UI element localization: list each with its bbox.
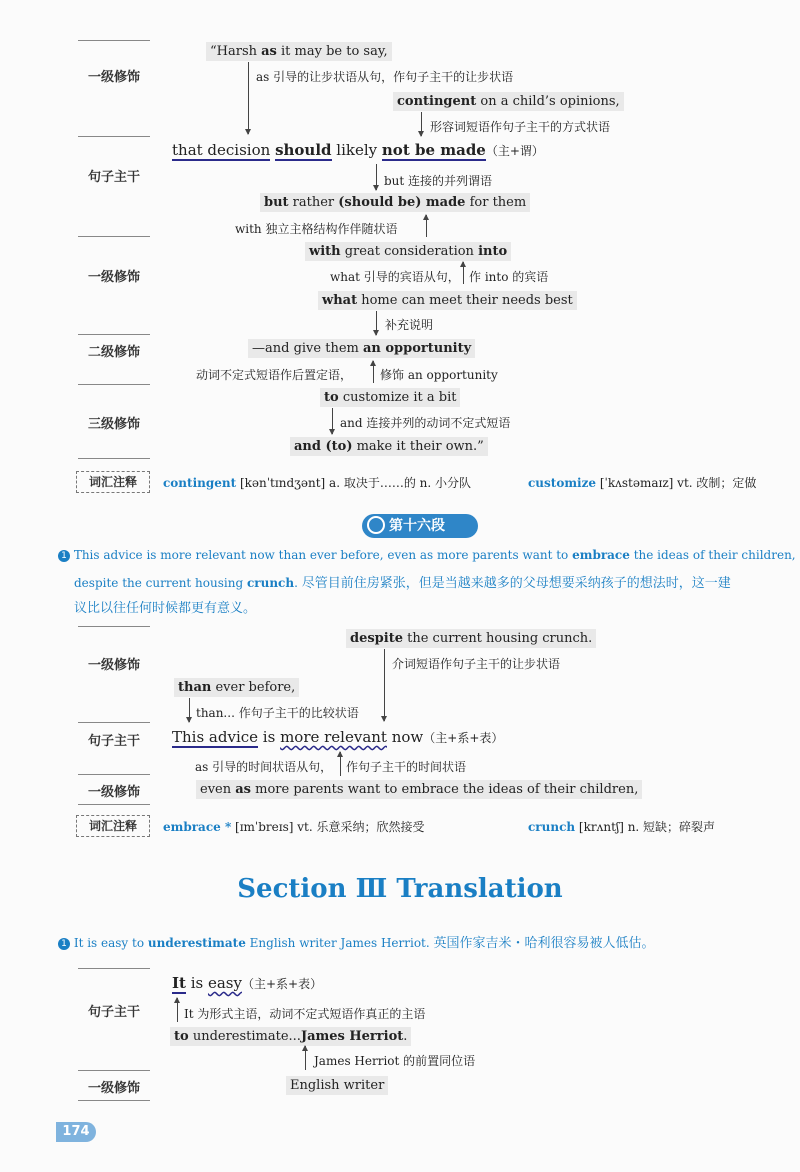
level-label: 一级修饰 <box>87 1081 140 1096</box>
paragraph-line: 议比以往任何时候都更有意义。 <box>74 601 257 616</box>
level-label: 一级修饰 <box>87 785 140 800</box>
divider <box>78 136 150 137</box>
level-label: 一级修饰 <box>87 658 140 673</box>
grammar-note: 形容词短语作句子主干的方式状语 <box>430 120 611 134</box>
arrow-down-icon <box>376 311 377 335</box>
analysis-line: but rather (should be) made for them <box>260 193 530 212</box>
divider <box>78 804 150 805</box>
grammar-note: 动词不定式短语作后置定语， <box>196 368 353 382</box>
paragraph-line: 1 It is easy to underestimate English writer James Herriot. 英国作家吉米・哈利很容易被人低估。 <box>58 932 655 951</box>
divider <box>78 1070 150 1071</box>
analysis-line: than ever before, <box>174 678 299 697</box>
vocab-entry: crunch [krʌntʃ] n. 短缺；碎裂声 <box>528 820 716 834</box>
grammar-note: 介词短语作句子主干的让步状语 <box>392 657 561 671</box>
arrow-down-icon <box>421 112 422 136</box>
analysis-line: contingent on a child’s opinions, <box>393 92 624 111</box>
vocab-entry: customize [ˈkʌstəmaɪz] vt. 改制；定做 <box>528 476 757 490</box>
grammar-note: as 引导的时间状语从句， <box>195 760 333 774</box>
analysis-line: and (to) make it their own.” <box>290 437 488 456</box>
grammar-note: than... 作句子主干的比较状语 <box>196 706 359 720</box>
grammar-note: with 独立主格结构作伴随状语 <box>235 222 398 236</box>
grammar-note: 作 into 的宾语 <box>469 270 549 284</box>
arrow-up-icon <box>305 1046 306 1070</box>
arrow-down-icon <box>384 649 385 721</box>
arrow-up-icon <box>426 215 427 237</box>
section-badge: 第十六段 <box>362 514 478 538</box>
divider <box>78 384 150 385</box>
level-label: 一级修饰 <box>87 70 140 85</box>
arrow-up-icon <box>373 361 374 383</box>
grammar-note: and 连接并列的动词不定式短语 <box>340 416 511 430</box>
divider <box>78 722 150 723</box>
arrow-down-icon <box>376 164 377 190</box>
arrow-up-icon <box>340 752 341 776</box>
analysis-line: even as more parents want to embrace the ideas of their children, <box>196 780 642 799</box>
grammar-note: but 连接的并列谓语 <box>384 174 493 188</box>
divider <box>78 626 150 627</box>
main-clause: It is easy（主+系+表） <box>172 974 323 992</box>
analysis-line: to underestimate...James Herriot. <box>170 1027 411 1046</box>
grammar-note: 作句子主干的时间状语 <box>346 760 467 774</box>
vocab-label: 词汇注释 <box>76 471 150 493</box>
paragraph-line: despite the current housing crunch. 尽管目前住房紧张，但是当越来越多的父母想要采纳孩子的想法时，这一建 <box>74 576 731 591</box>
level-label: 二级修饰 <box>87 345 140 360</box>
arrow-down-icon <box>189 698 190 722</box>
divider <box>78 1100 150 1101</box>
main-clause: This advice is more relevant now（主+系+表） <box>172 728 504 746</box>
analysis-line: with great consideration into <box>305 242 511 261</box>
grammar-note: James Herriot 的前置同位语 <box>314 1054 476 1068</box>
analysis-line: —and give them an opportunity <box>248 339 475 358</box>
search-icon <box>367 516 385 534</box>
grammar-note: 修饰 an opportunity <box>380 368 498 382</box>
divider <box>78 968 150 969</box>
divider <box>78 458 150 459</box>
grammar-note: what 引导的宾语从句， <box>330 270 460 284</box>
divider <box>78 236 150 237</box>
divider <box>78 334 150 335</box>
grammar-note: as 引导的让步状语从句，作句子主干的让步状语 <box>256 70 514 84</box>
paragraph-line: 1 This advice is more relevant now than ever before, even as more parents want to embrace the ideas of their children, <box>58 548 796 562</box>
arrow-up-icon <box>177 998 178 1022</box>
level-label: 句子主干 <box>87 170 140 185</box>
section-title: Section Ⅲ Translation <box>237 874 563 904</box>
level-label: 三级修饰 <box>87 417 140 432</box>
grammar-note: 补充说明 <box>385 318 434 332</box>
level-label: 一级修饰 <box>87 270 140 285</box>
divider <box>78 774 150 775</box>
arrow-down-icon <box>248 62 249 134</box>
analysis-line: English writer <box>286 1076 388 1095</box>
analysis-line: despite the current housing crunch. <box>346 629 596 648</box>
arrow-up-icon <box>463 262 464 284</box>
vocab-label: 词汇注释 <box>76 815 150 837</box>
arrow-down-icon <box>332 408 333 434</box>
level-label: 句子主干 <box>87 734 140 749</box>
level-label: 句子主干 <box>87 1005 140 1020</box>
main-clause: that decision should likely not be made（主+谓） <box>172 141 544 159</box>
analysis-line: to customize it a bit <box>320 388 460 407</box>
vocab-entry: contingent [kənˈtɪndʒənt] a. 取决于……的 n. 小分队 <box>163 476 472 490</box>
analysis-line: what home can meet their needs best <box>318 291 577 310</box>
divider <box>78 40 150 41</box>
page-number: 174 <box>56 1122 96 1142</box>
grammar-note: It 为形式主语，动词不定式短语作真正的主语 <box>184 1007 426 1021</box>
vocab-entry: embrace * [ɪmˈbreɪs] vt. 乐意采纳；欣然接受 <box>163 820 425 834</box>
analysis-line: “Harsh as it may be to say, <box>206 42 392 61</box>
